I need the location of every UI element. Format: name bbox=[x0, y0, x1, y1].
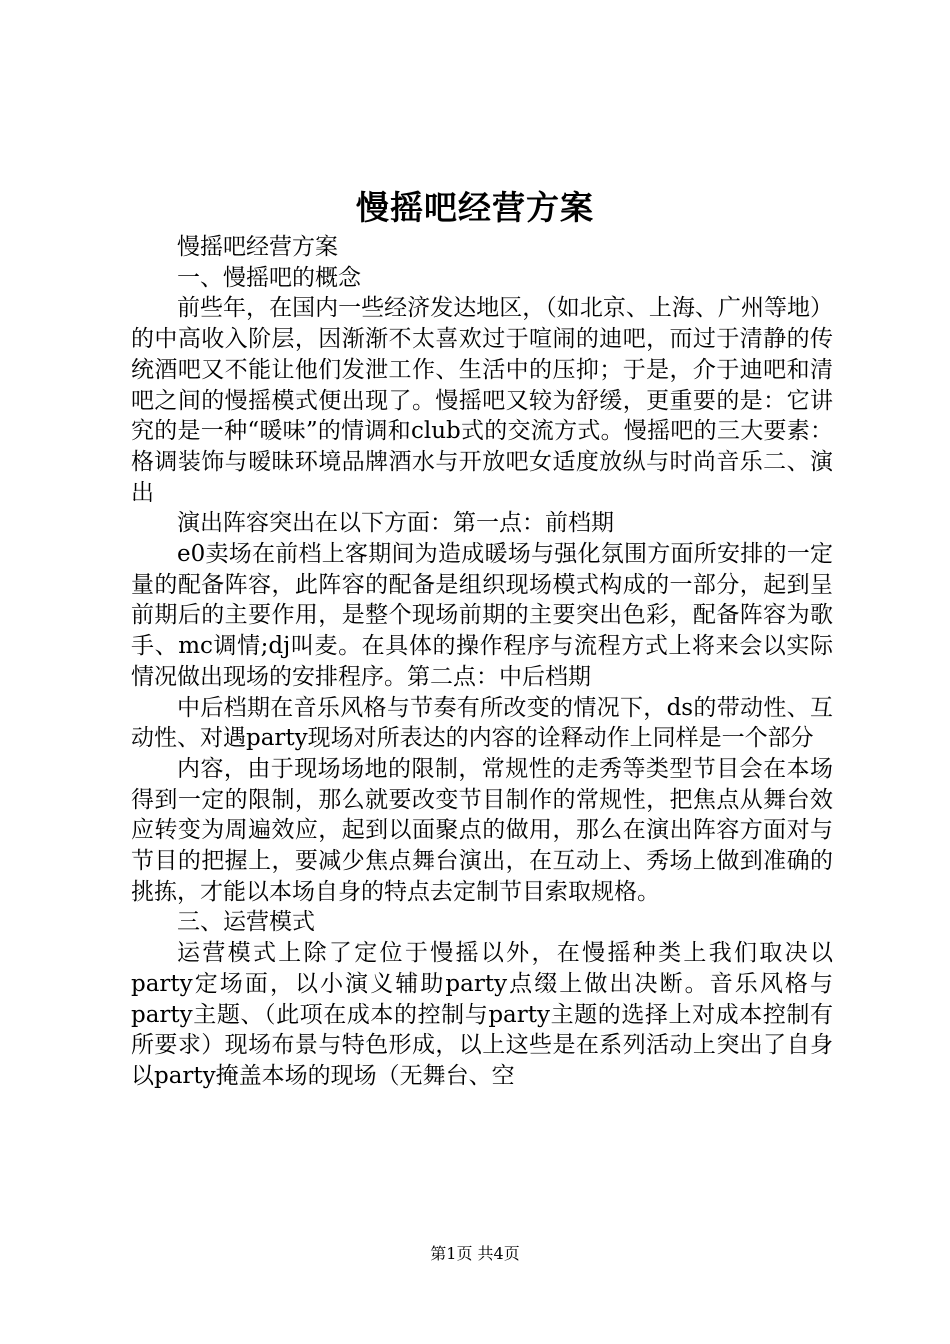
paragraph-subtitle: 慢摇吧经营方案 bbox=[177, 234, 338, 260]
paragraph: 中后档期在音乐风格与节奏有所改变的情况下，ds的带动性、互动性、对遇party现场对所表达的内容的诠释动作上同样是一个部分 bbox=[131, 694, 833, 752]
document-title: 慢摇吧经营方案 bbox=[356, 188, 594, 227]
section-heading-concept: 一、慢摇吧的概念 bbox=[177, 264, 361, 291]
paragraph: 运营模式上除了定位于慢摇以外，在慢摇种类上我们取决以party定场面，以小演义辅助party点缀上做出决断。音乐风格与party主题、（此项在成本的控制与party主题的选择上对成本控制有所要求）现场布景与特色形成，以上这些是在系列活动上突出了自身以party掩盖本场的现场（无舞台、空 bbox=[131, 940, 833, 1089]
paragraph: e0卖场在前档上客期间为造成暖场与强化氛围方面所安排的一定量的配备阵容，此阵容的配备是组织现场模式构成的一部分，起到呈前期后的主要作用，是整个现场前期的主要突出色彩，配备阵容为歌手、mc调情;dj叫麦。在具体的操作程序与流程方式上将来会以实际情况做出现场的安排程序。第二点：中后档期 bbox=[131, 541, 833, 690]
paragraph: 前些年，在国内一些经济发达地区，（如北京、上海、广州等地）的中高收入阶层，因渐渐不太喜欢过于喧闹的迪吧，而过于清静的传统酒吧又不能让他们发泄工作、生活中的压抑；于是，介于迪吧和清吧之间的慢摇模式便出现了。慢摇吧又较为舒缓，更重要的是：它讲究的是一种“暖味”的情调和club式的交流方式。慢摇吧的三大要素：格调装饰与暧昧环境品牌酒水与开放吧女适度放纵与时尚音乐二、演出 bbox=[131, 295, 833, 506]
page-footer: 第1页 共4页 bbox=[430, 1244, 520, 1263]
section-heading-operation: 三、运营模式 bbox=[177, 909, 315, 936]
document-body bbox=[131, 232, 833, 1092]
paragraph: 演出阵容突出在以下方面：第一点：前档期 bbox=[177, 510, 614, 537]
paragraph: 内容，由于现场场地的限制，常规性的走秀等类型节目会在本场得到一定的限制，那么就要改变节目制作的常规性，把焦点从舞台效应转变为周遍效应，起到以面聚点的做用，那么在演出阵容方面对与节目的把握上，要减少焦点舞台演出，在互动上、秀场上做到准确的挑拣，才能以本场自身的特点去定制节目索取规格。 bbox=[131, 755, 833, 905]
